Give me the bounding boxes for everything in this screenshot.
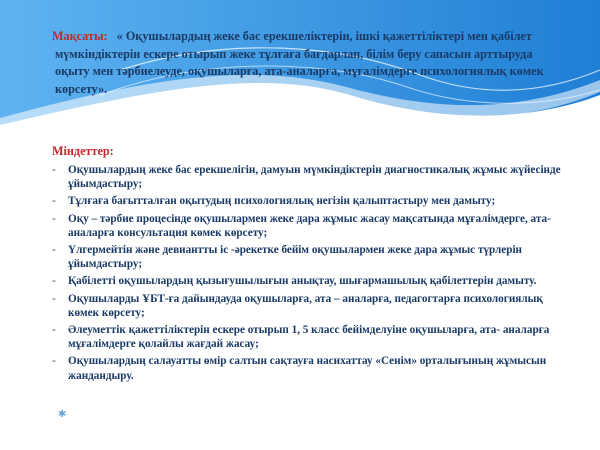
goal-block — [52, 28, 557, 98]
goal-line-3: оқыту мен тәрбиелеуде, оқушыларға, ата-аналарға, мұғалімдерге психологиялық көмек көрсету». — [55, 64, 544, 96]
list-item — [52, 292, 562, 320]
dash-bullet-icon: - — [52, 164, 56, 176]
task-text: Әлеуметтік қажеттіліктерін ескере отырып 1, 5 класс бейімделуіне оқушыларға, ата- аналарға мұғалімдерге қолайлы жағдай жасау; — [68, 324, 550, 351]
list-item — [52, 243, 562, 271]
task-text: Үлгермейтін және девиантты іс -әрекетке бейім оқушылармен жеке дара жұмыс түрлерін ұйымдастыру; — [68, 244, 522, 271]
dash-bullet-icon: - — [52, 275, 56, 288]
list-item — [52, 194, 562, 208]
task-text: Оқушыларды ҰБТ-ға дайындауда оқушыларға, ата – аналарға, педагогтарға психологиялық көмек көрсету; — [68, 292, 543, 319]
dash-bullet-icon: - — [52, 244, 56, 257]
goal-line-1: « Оқушылардың жеке бас ерекшеліктерін, ішкі қажеттіліктері мен қабілет — [116, 29, 532, 43]
task-text: Оқу – тәрбие процесінде оқушылармен жеке дара жұмыс жасау мақсатында мұғалімдерге, ата-аналарға консультация көмек көрсету; — [68, 212, 551, 239]
task-text: Оқушылардың салауатты өмір салтын сақтауға насихаттау «Сенім» орталығының жұмысын жандандыру. — [68, 355, 547, 382]
goal-line-2: мүмкіндіктерін ескере отырып жеке тұлғаға бағдарлап, білім беру сапасын арттыруда — [55, 46, 533, 61]
dash-bullet-icon: - — [52, 212, 56, 225]
list-item — [52, 163, 562, 191]
dash-bullet-icon: - — [52, 195, 56, 208]
task-text: Оқушылардың жеке бас ерекшелігін, дамуын мүмкіндіктерін диагностикалық жұмыс жүйесінде ұйымдастыру; — [68, 164, 561, 191]
tasks-list — [52, 163, 562, 386]
dash-bullet-icon: - — [52, 292, 56, 305]
list-item — [52, 212, 562, 240]
dash-bullet-icon: - — [52, 355, 56, 368]
task-text: Тұлғаға бағытталған оқытудың психологиялық негізін қалыптастыру мен дамыту; — [68, 195, 496, 208]
tasks-title: Міндеттер: — [52, 144, 114, 158]
goal-label: Мақсаты: — [52, 29, 108, 43]
task-text: Қабілетті оқушылардың қызығушылығын анықтау, шығармашылық қабілеттерін дамыту. — [68, 275, 537, 288]
empty-bullet-icon: ✱ — [58, 409, 67, 420]
list-item — [52, 274, 562, 288]
dash-bullet-icon: - — [52, 324, 56, 337]
list-item — [52, 323, 562, 351]
list-item — [52, 354, 562, 382]
